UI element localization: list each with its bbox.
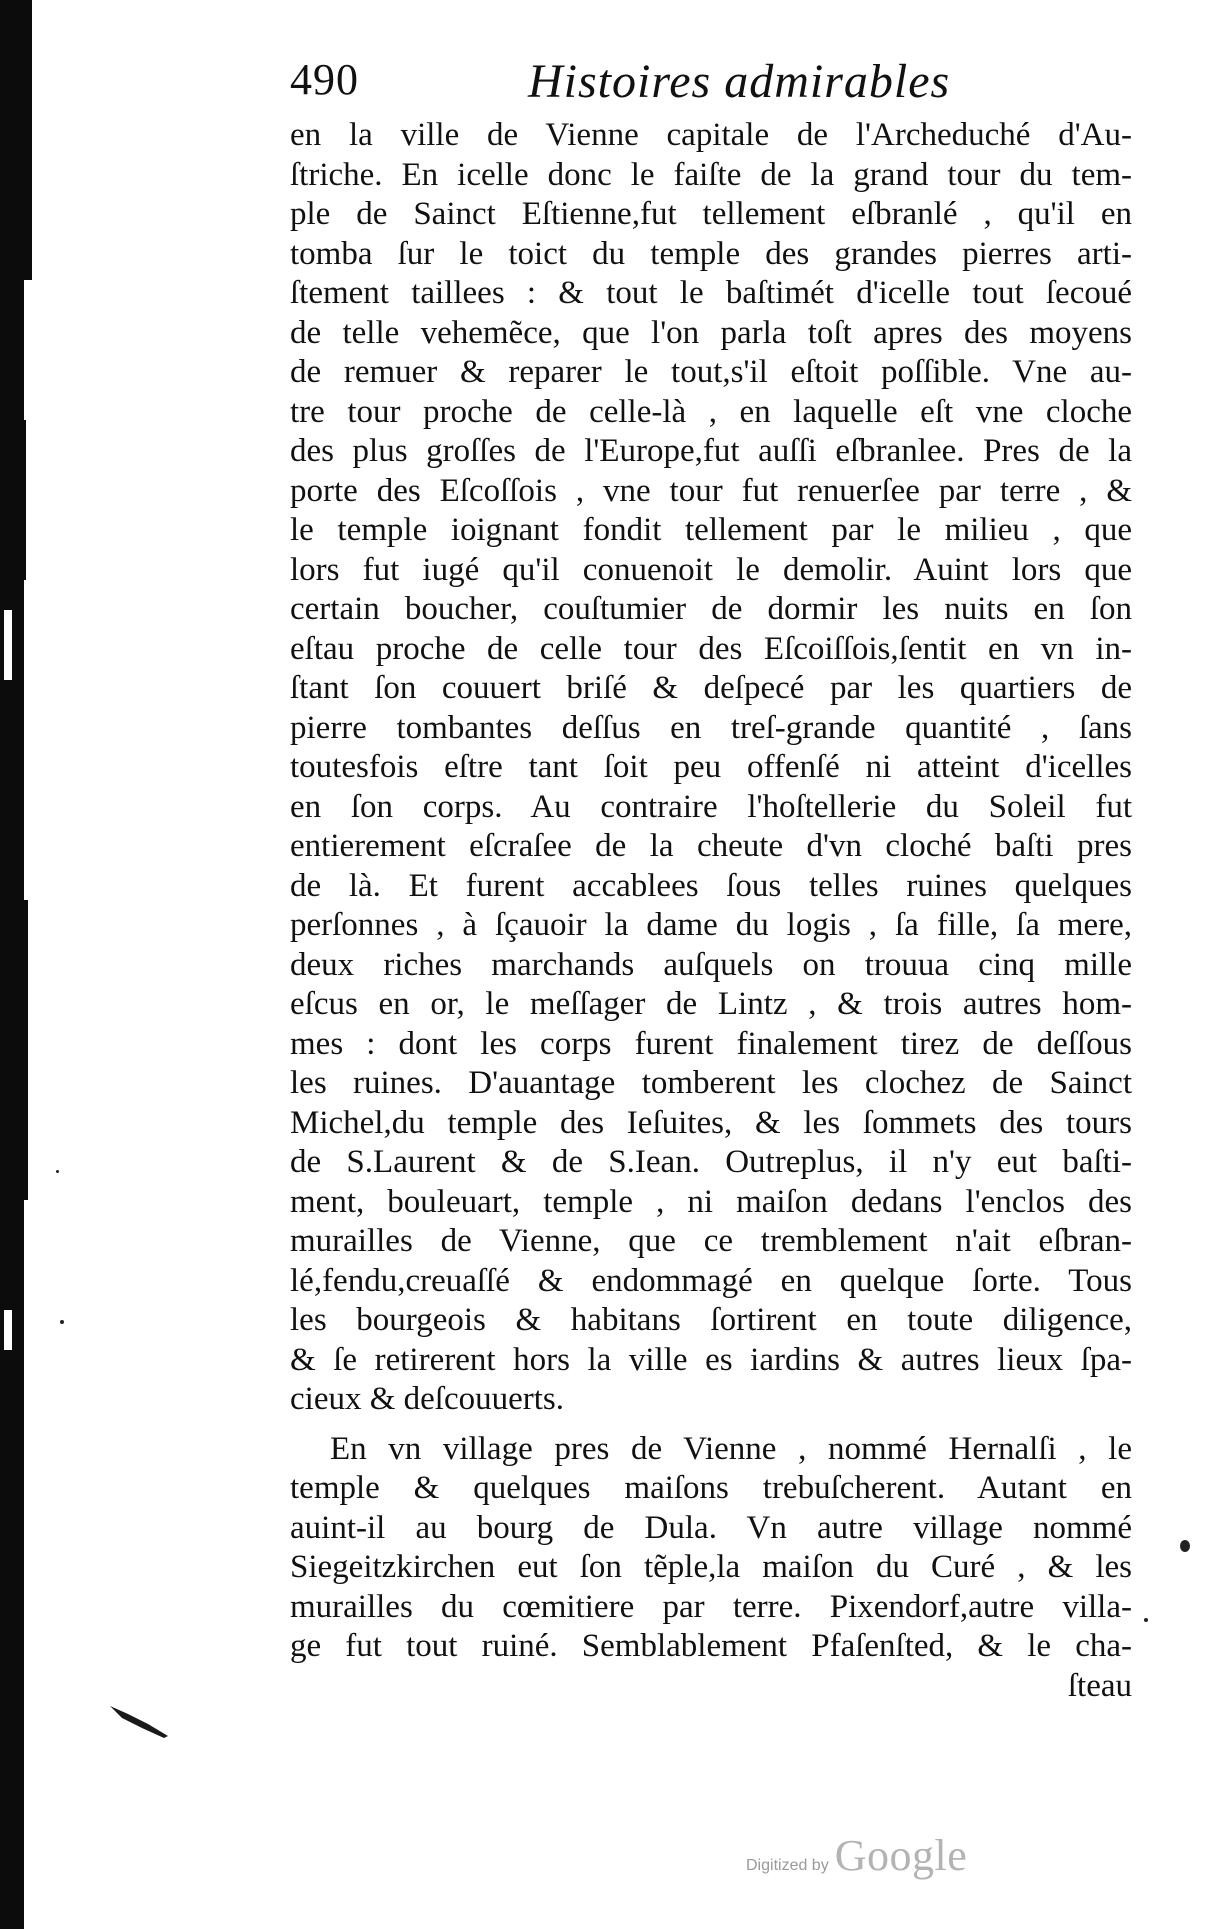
text-line: ple de Sainct Eſtienne,fut tellement eſbranlé , qu'il en xyxy=(290,196,1132,232)
text-line: Michel,du temple des Ieſuites, & les ſommets des tours xyxy=(290,1104,1132,1141)
text-line: certain boucher, couſtumier de dormir les nuits en ſon xyxy=(290,591,1132,627)
text-line: pierre tombantes deſſus en treſ-grande quantité , ſans xyxy=(290,709,1132,746)
text-line: Siegeitzkirchen eut ſon tẽple,la maiſon du Curé , & les xyxy=(290,1549,1132,1585)
text-line: en ſon corps. Au contraire l'hoſtellerie du Soleil fut xyxy=(290,788,1132,825)
text-line: murailles de Vienne, que ce tremblement n'ait eſbran- xyxy=(290,1223,1132,1259)
edge-scan-gap xyxy=(4,610,12,680)
text-line: entierement eſcraſee de la cheute d'vn cloché baſti pres xyxy=(290,828,1132,864)
text-line: En vn village pres de Vienne , nommé Hernalſi , le xyxy=(330,1430,1132,1467)
text-line: de S.Laurent & de S.Iean. Outreplus, il n'y eut baſti- xyxy=(290,1144,1132,1180)
text-line: ge fut tout ruiné. Semblablement Pfaſenſted, & le cha- xyxy=(290,1628,1132,1664)
edge-ink-band xyxy=(18,900,28,1200)
edge-scan-gap xyxy=(4,1310,12,1350)
text-line: eſtau proche de celle tour des Eſcoiſſois,ſentit en vn in- xyxy=(290,630,1132,667)
body-text xyxy=(290,116,1132,1706)
text-line: tomba ſur le toict du temple des grandes pierres arti- xyxy=(290,235,1132,272)
text-line: ſtement taillees : & tout le baſtimét d'icelle tout ſecoué xyxy=(290,275,1132,311)
margin-ink-dot xyxy=(1180,1540,1190,1552)
text-line: mes : dont les corps furent finalement tirez de deſſous xyxy=(290,1025,1132,1062)
text-line: deux riches marchands auſquels on trouua cinq mille xyxy=(290,946,1132,983)
text-line: le temple ioignant fondit tellement par le milieu , que xyxy=(290,512,1132,548)
edge-ink-band xyxy=(18,0,32,280)
digitized-watermark xyxy=(746,1830,967,1880)
text-line: temple & quelques maiſons trebuſcherent. Autant en xyxy=(290,1470,1132,1506)
margin-ink-dot xyxy=(1144,1618,1148,1622)
watermark-prefix: Digitized by xyxy=(746,1857,829,1874)
google-logo: Google xyxy=(834,1831,968,1880)
page-number: 490 xyxy=(290,55,359,104)
text-line: lé,fendu,creuaſſé & endommagé en quelque ſorte. Tous xyxy=(290,1262,1132,1299)
text-line: tre tour proche de celle-là , en laquelle eſt vne cloche xyxy=(290,393,1132,430)
text-line: ment, bouleuart, temple , ni maiſon dedans l'enclos des xyxy=(290,1183,1132,1220)
text-line: de là. Et furent accablees ſous telles ruines quelques xyxy=(290,867,1132,904)
text-line: les bourgeois & habitans ſortirent en toute diligence, xyxy=(290,1302,1132,1338)
text-line: perſonnes , à ſçauoir la dame du logis , ſa fille, ſa mere, xyxy=(290,907,1132,943)
text-line: ſtant ſon couuert briſé & deſpecé par les quartiers de xyxy=(290,670,1132,706)
running-title: Histoires admirables xyxy=(528,55,951,108)
text-line: cieux & deſcouuerts. xyxy=(290,1381,564,1417)
catchword: ſteau xyxy=(1067,1667,1132,1704)
text-line: les ruines. D'auantage tomberent les clochez de Sainct xyxy=(290,1065,1132,1101)
text-line: en la ville de Vienne capitale de l'Archeduché d'Au- xyxy=(290,117,1132,153)
margin-ink-dot xyxy=(60,1320,64,1324)
scan-smudge-mark xyxy=(108,1700,172,1740)
page-header xyxy=(290,54,1150,114)
text-line: murailles du cœmitiere par terre. Pixendorf,autre villa- xyxy=(290,1588,1132,1625)
text-line: lors fut iugé qu'il conuenoit le demolir. Auint lors que xyxy=(290,551,1132,588)
text-line: auint-il au bourg de Dula. Vn autre village nommé xyxy=(290,1509,1132,1546)
margin-ink-dot xyxy=(56,1170,59,1173)
text-line: de remuer & reparer le tout,s'il eſtoit poſſible. Vne au- xyxy=(290,354,1132,390)
edge-ink-band xyxy=(18,420,26,580)
text-line: porte des Eſcoſſois , vne tour fut renuerſee par terre , & xyxy=(290,472,1132,509)
text-line: eſcus en or, le meſſager de Lintz , & trois autres hom- xyxy=(290,986,1132,1022)
text-line: de telle vehemẽce, que l'on parla toſt apres des moyens xyxy=(290,314,1132,351)
paragraph-gap xyxy=(290,1420,1132,1430)
text-line: toutesfois eſtre tant ſoit peu offenſé ni atteint d'icelles xyxy=(290,749,1132,785)
text-line: des plus groſſes de l'Europe,fut auſſi eſbranlee. Pres de la xyxy=(290,433,1132,469)
text-line: & ſe retirerent hors la ville es iardins & autres lieux ſpa- xyxy=(290,1341,1132,1378)
text-line: ſtriche. En icelle donc le faiſte de la grand tour du tem- xyxy=(290,156,1132,193)
